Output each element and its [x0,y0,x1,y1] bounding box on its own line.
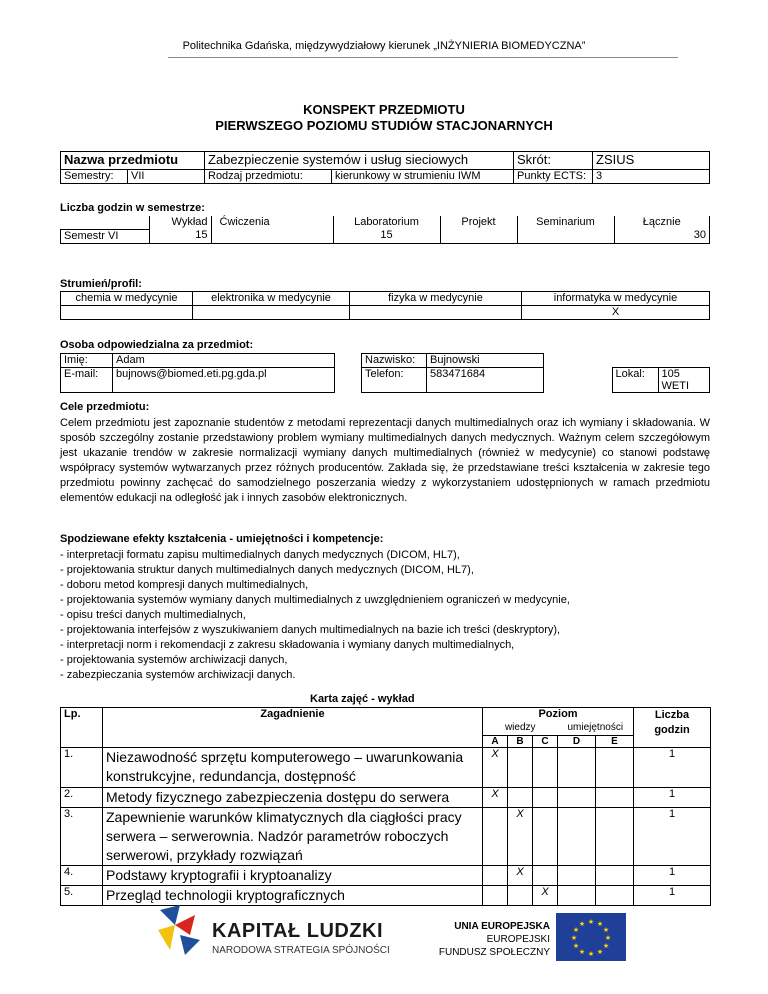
col-skills: umiejętności [558,722,634,736]
svg-text:★: ★ [570,934,578,942]
last-name: Bujnowski [427,354,544,368]
hours-header-total: Łącznie [614,216,710,229]
card-title: Karta zajęć - wykład [310,693,415,705]
eu-flag-icon [556,913,626,961]
hours-total: 30 [614,229,710,243]
outcomes-label: Spodziewane efekty kształcenia - umiejętności i kompetencje: [60,533,384,545]
outcome-item: - interpretacji norm i rekomendacji z zakresu składowania i wymiany danych multimedialnych, [60,639,515,651]
svg-text:★: ★ [587,918,595,926]
room: 105 WETI [658,368,710,393]
goals-text: Celem przedmiotu jest zapoznanie studentów z metodami reprezentacji danych multimedialnych oraz ich wymiany i składowania. W sposób szczególny zostanie przedstawiony problem wymiany multimedialnych danych medycznych. Ważnym celem szczegółowym jest ukazanie trendów w zakresie normalizacji wymiany danych multimedialnych (również w medycynie) co stanowi podstawę współpracy systemów wytwarzanych przez różnych producentów. Zakłada się, że przedstawiane treści kształcenia w zakresie tego przedmiotu powinny zachęcać do samodzielnego poszerzania wiedzy z wykorzystaniem udostępnionych w ramach przedmiotu elementów edukacji na odległość jak i innych zasobów elektronicznych. [60,417,710,504]
hours-seminar [517,229,614,243]
svg-text:★: ★ [578,948,586,956]
col-e: E [596,736,634,748]
col-hours: Liczba godzin [634,708,711,748]
row-lp: 2. [61,788,103,808]
ects-value: 3 [593,170,710,184]
hours-table [60,216,710,244]
col-lp: Lp. [61,708,103,748]
hours-header-lecture: Wykład [149,216,211,229]
outcome-item: - interpretacji formatu zapisu multimedialnych danych medycznych (DICOM, HL7), [60,549,460,561]
lecture-card-table: Lp. Zagadnienie Poziom Liczba godzin wiedzy umiejętności A B C D E 1. Niezawodność sprzętu komputerowego – uwarunkowania konstrukcyjne, redundancja, dostępność X 1 2. Metody fizycznego zabezpieczenia dostępu do serwera X 1 3. Zapewnienie warunków klimatycznych dla ciągłości pracy serwera – serwerownia. Nadzór parametrów roboczych serwerowi, przykłady rozwiązań X 1 4. Podstawy kryptografii i kryptoanalizy X 1 5. Przegląd technologii kryptograficznych X 1 [60,707,711,906]
hours-label: Liczba godzin w semestrze: [60,202,205,214]
profile-chemistry: chemia w medycynie [61,292,193,306]
outcomes-list [60,548,710,683]
row-lp: 5. [61,886,103,906]
course-abbr: ZSIUS [593,152,710,170]
svg-text:★: ★ [572,926,580,934]
row-hours: 1 [634,808,711,866]
svg-text:★: ★ [587,950,595,958]
profile-electronics: elektronika w medycynie [193,292,350,306]
semesters-label: Semestry: [61,170,128,184]
ue-line3: FUNDUSZ SPOŁECZNY [438,947,550,958]
col-d: D [558,736,596,748]
profile-informatics: informatyka w medycynie [522,292,710,306]
svg-text:★: ★ [602,926,610,934]
hours-header-lab: Laboratorium [333,216,440,229]
profile-electronics-mark [193,306,350,320]
col-topic: Zagadnienie [103,708,483,748]
last-name-label: Nazwisko: [362,354,427,368]
hours-exercises [211,229,333,243]
svg-text:★: ★ [596,948,604,956]
row-hours: 1 [634,866,711,886]
col-a: A [483,736,508,748]
type-label: Rodzaj przedmiotu: [205,170,332,184]
svg-text:★: ★ [604,934,612,942]
svg-text:★: ★ [602,942,610,950]
kl-subtitle: NARODOWA STRATEGIA SPÓJNOŚCI [212,945,390,956]
col-b: B [508,736,533,748]
row-topic: Niezawodność sprzętu komputerowego – uwarunkowania konstrukcyjne, redundancja, dostępność [103,748,483,788]
col-c: C [533,736,558,748]
hours-header-exercises: Ćwiczenia [211,216,333,229]
svg-text:★: ★ [572,942,580,950]
page-header: Politechnika Gdańska, międzywydziałowy kierunek „INŻYNIERIA BIOMEDYCZNA” [182,40,586,52]
semesters-value: VII [128,170,205,184]
header-rule [168,57,678,58]
profile-label: Strumień/profil: [60,278,142,290]
hours-row-label: Semestr VI [61,229,150,243]
row-hours: 1 [634,748,711,788]
ue-title: UNIA EUROPEJSKA [454,921,550,932]
outcome-item: - projektowania systemów wymiany danych multimedialnych z uwzględnieniem ograniczeń w medycynie, [60,594,570,606]
doc-title-line2: PIERWSZEGO POZIOMU STUDIÓW STACJONARNYCH [215,118,553,133]
col-level: Poziom [483,708,634,722]
profile-informatics-mark: X [522,306,710,320]
profile-table [60,291,710,320]
ects-label: Punkty ECTS: [514,170,593,184]
hours-header-seminar: Seminarium [517,216,614,229]
svg-text:★: ★ [578,920,586,928]
outcome-item: - projektowania struktur danych multimedialnych danych medycznych (DICOM, HL7), [60,564,474,576]
hours-lecture: 15 [149,229,211,243]
person-table [60,353,710,393]
eu-stars-icon [556,913,626,961]
row-lp: 1. [61,748,103,788]
room-label: Lokal: [612,368,658,393]
first-name-label: Imię: [61,354,113,368]
outcome-item: - projektowania interfejsów z wyszukiwaniem danych multimedialnych na bazie ich treści (deskryptory), [60,624,561,636]
doc-title-line1: KONSPEKT PRZEDMIOTU [303,102,465,117]
outcome-item: - doboru metod kompresji danych multimedialnych, [60,579,309,591]
first-name: Adam [113,354,335,368]
phone: 583471684 [427,368,544,393]
hours-lab: 15 [333,229,440,243]
profile-physics: fizyka w medycynie [350,292,522,306]
outcome-item: - zabezpieczania systemów archiwizacji danych. [60,669,296,681]
person-label: Osoba odpowiedzialna za przedmiot: [60,339,254,351]
type-value: kierunkowy w strumieniu IWM [332,170,514,184]
row-topic: Zapewnienie warunków klimatycznych dla ciągłości pracy serwera – serwerownia. Nadzór parametrów roboczych serwerowi, przykłady rozwiązań [103,808,483,866]
row-hours: 1 [634,886,711,906]
ue-line2: EUROPEJSKI [486,934,550,945]
kl-title: KAPITAŁ LUDZKI [212,920,384,942]
row-lp: 3. [61,808,103,866]
row-topic: Metody fizycznego zabezpieczenia dostępu do serwera [103,788,483,808]
course-abbr-label: Skrót: [514,152,593,170]
email: bujnows@biomed.eti.pg.gda.pl [113,368,335,393]
col-knowledge: wiedzy [483,722,558,736]
outcome-item: - opisu treści danych multimedialnych, [60,609,246,621]
profile-physics-mark [350,306,522,320]
kl-star-icon [150,900,210,960]
row-topic: Podstawy kryptografii i kryptoanalizy [103,866,483,886]
email-label: E-mail: [61,368,113,393]
row-hours: 1 [634,788,711,808]
svg-text:★: ★ [596,920,604,928]
course-name-label: Nazwa przedmiotu [61,152,205,170]
row-lp: 4. [61,866,103,886]
course-table [60,151,710,184]
kapital-ludzki-logo [150,900,210,960]
row-topic: Przegląd technologii kryptograficznych [103,886,483,906]
outcome-item: - projektowania systemów archiwizacji danych, [60,654,288,666]
course-name: Zabezpieczenie systemów i usług sieciowych [205,152,514,170]
ue-text [420,920,550,959]
hours-header-project: Projekt [440,216,517,229]
goals-label: Cele przedmiotu: [60,401,150,413]
phone-label: Telefon: [362,368,427,393]
profile-chemistry-mark [61,306,193,320]
hours-project [440,229,517,243]
